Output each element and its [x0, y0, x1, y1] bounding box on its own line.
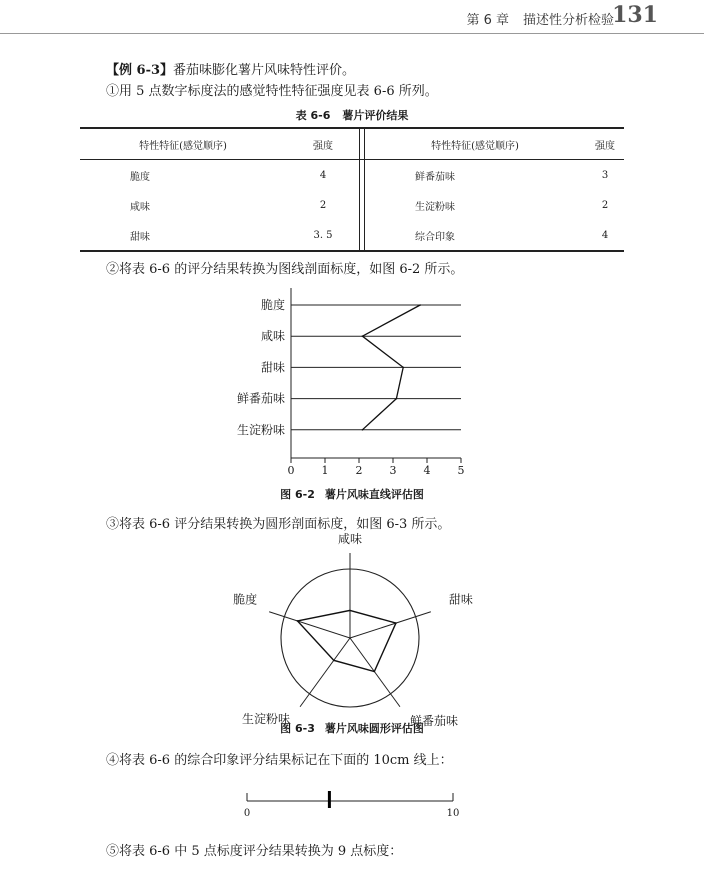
- table-cell: 2: [319, 199, 327, 211]
- table-cell: 甜味: [80, 220, 287, 251]
- radar-axis-label: 生淀粉味: [242, 711, 291, 726]
- table-header-cell: 特性特征(感觉顺序): [365, 128, 587, 160]
- table-cell: 3. 5: [287, 220, 360, 251]
- table-cell: 综合印象: [365, 220, 587, 251]
- step-5-text: ⑤将表 6-6 中 5 点标度评分结果转换为 9 点标度：: [106, 844, 403, 859]
- page-number: 131: [612, 2, 658, 28]
- step-1-text: ①用 5 点数字标度法的感觉特性特征强度见表 6-6 所列。: [106, 84, 438, 99]
- x-tick-label: 1: [321, 464, 329, 477]
- table-number: 表 6-6: [295, 109, 331, 122]
- scale-max-label: 10: [446, 808, 460, 819]
- x-tick-label: 3: [389, 464, 397, 477]
- table-title: 薯片评价结果: [342, 109, 409, 122]
- figure-2-number: 图 6-2: [280, 488, 315, 501]
- example-title: 番茄味膨化薯片风味特性评价。: [173, 63, 356, 78]
- x-tick-label: 5: [457, 464, 465, 477]
- step-4-text: ④将表 6-6 的综合印象评分结果标记在下面的 10cm 线上：: [106, 753, 453, 768]
- x-tick-label: 4: [423, 464, 431, 477]
- radar-axis-label: 甜味: [448, 592, 473, 607]
- table-cell: 脆度: [130, 171, 150, 183]
- header-chapter: 第 6 章: [466, 13, 509, 28]
- table-header-cell: 强度: [287, 128, 360, 160]
- step-3-text: ③将表 6-6 评分结果转换为圆形剖面标度，如图 6-3 所示。: [106, 517, 451, 532]
- table-cell: 3: [601, 169, 609, 181]
- figure-2-title: 薯片风味直线评估图: [324, 488, 424, 501]
- figure-3-title: 薯片风味圆形评估图: [324, 722, 424, 735]
- category-label: 甜味: [260, 360, 285, 375]
- radar-axis-label: 鲜番茄味: [409, 713, 458, 728]
- table-cell: 鲜番茄味: [415, 171, 455, 183]
- x-tick-label: 0: [287, 464, 295, 477]
- table-cell: 4: [586, 220, 624, 251]
- category-label: 咸味: [260, 329, 285, 344]
- category-label: 脆度: [260, 298, 285, 312]
- radar-axis-label: 咸味: [337, 532, 363, 546]
- figure-3-number: 图 6-3: [280, 722, 315, 735]
- category-label: 鲜番茄味: [236, 391, 285, 406]
- example-label: 【例 6-3】: [106, 63, 174, 78]
- x-tick-label: 2: [355, 464, 363, 477]
- table-header-cell: 特性特征(感觉顺序): [80, 128, 287, 160]
- header-chapter-title: 描述性分析检验: [522, 13, 614, 28]
- table-cell: 2: [601, 199, 609, 211]
- table-cell: 生淀粉味: [415, 201, 455, 213]
- step-2-text: ②将表 6-6 的评分结果转换为图线剖面标度，如图 6-2 所示。: [106, 262, 464, 277]
- category-label: 生淀粉味: [236, 422, 285, 437]
- scale-min-label: 0: [243, 808, 251, 819]
- table-cell: 4: [319, 169, 327, 181]
- table-header-cell: 强度: [586, 128, 624, 160]
- table-cell: 咸味: [130, 201, 150, 213]
- radar-axis-label: 脆度: [233, 592, 258, 607]
